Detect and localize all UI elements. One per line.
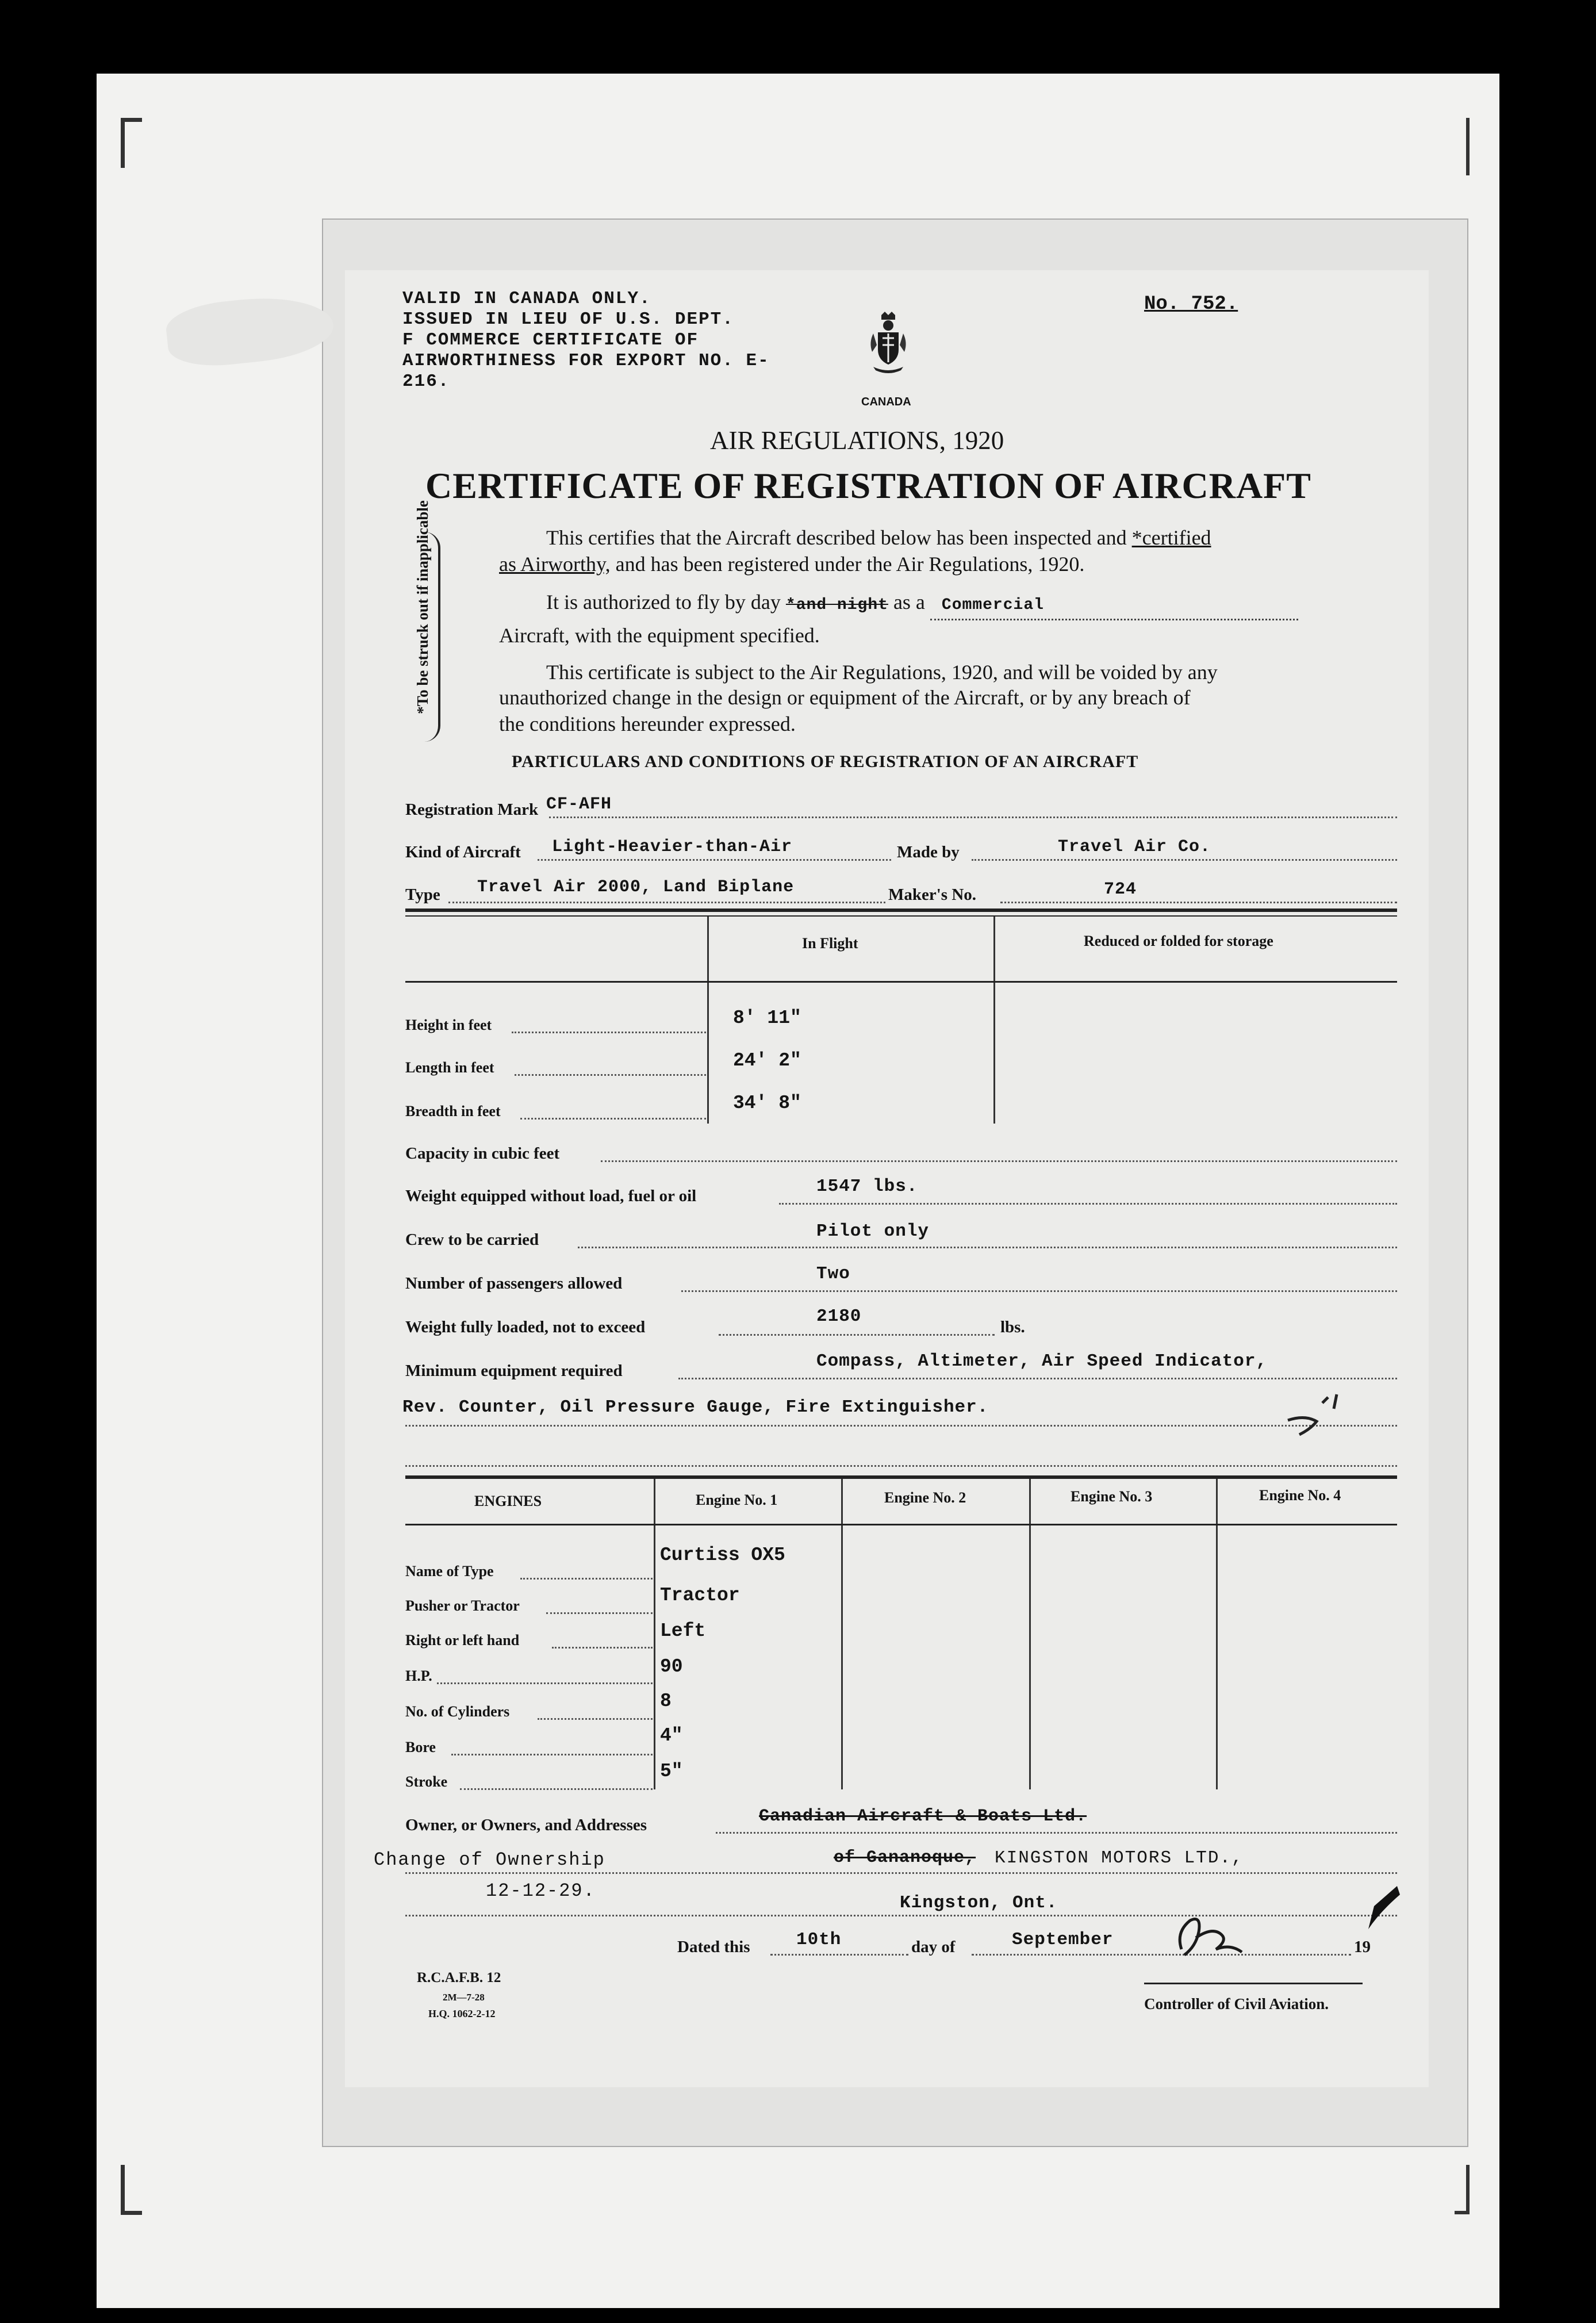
engine-row-label: Pusher or Tractor xyxy=(405,1597,520,1614)
kind-dotline xyxy=(538,859,891,861)
crew-dotline xyxy=(578,1247,1397,1248)
breadth-in-flight: 34' 8" xyxy=(733,1092,801,1114)
change-date: 12-12-29. xyxy=(486,1880,596,1902)
weight-empty-dotline xyxy=(779,1203,1397,1205)
made-by-label: Made by xyxy=(897,843,960,861)
change-of-ownership-label: Change of Ownership xyxy=(374,1849,605,1870)
breadth-label: Breadth in feet xyxy=(405,1103,501,1120)
kind-of-aircraft-value: Light-Heavier-than-Air xyxy=(552,837,793,857)
day-dotline xyxy=(770,1954,908,1956)
weight-full-dotline xyxy=(719,1334,995,1336)
dimensions-table-top-rule-thin xyxy=(405,915,1397,917)
dimensions-header-rule xyxy=(405,981,1397,983)
coat-of-arms-caption: CANADA xyxy=(861,396,911,408)
year-prefix: 19 xyxy=(1354,1938,1371,1956)
engine-1-value: Tractor xyxy=(660,1585,740,1606)
length-label: Length in feet xyxy=(405,1059,494,1076)
engines-table-top-rule xyxy=(405,1475,1397,1479)
engine-3-header: Engine No. 3 xyxy=(1071,1488,1153,1505)
engines-col-divider-1 xyxy=(654,1479,655,1789)
certifies-line-1: This certifies that the Aircraft described below has been inspected and *certified xyxy=(546,526,1211,549)
passengers-value: Two xyxy=(816,1264,850,1284)
equipment-value-1: Compass, Altimeter, Air Speed Indicator, xyxy=(816,1351,1268,1371)
crop-mark-bottom-right xyxy=(1455,2165,1470,2214)
in-flight-header: In Flight xyxy=(802,935,858,952)
equipment-dotline-2 xyxy=(405,1425,1397,1427)
crew-value: Pilot only xyxy=(816,1221,930,1241)
dimensions-table-top-rule xyxy=(405,908,1397,912)
makers-no-value: 724 xyxy=(1104,880,1137,899)
weight-empty-label: Weight equipped without load, fuel or oil xyxy=(405,1187,697,1205)
made-by-value: Travel Air Co. xyxy=(1058,837,1211,857)
validity-note: VALID IN CANADA ONLY. ISSUED IN LIEU OF U.S. DEPT. F COMMERCE CERTIFICATE OF AIRWORTHINESS FOR EXPORT NO. E- 216. xyxy=(402,289,770,392)
dimensions-col-divider-1 xyxy=(707,917,709,1124)
engine-row-label: No. of Cylinders xyxy=(405,1703,510,1720)
engine-1-value: Left xyxy=(660,1620,706,1642)
hq-reference: H.Q. 1062-2-12 xyxy=(428,2008,496,2019)
engine-row-label: Right or left hand xyxy=(405,1632,520,1649)
handwritten-tick-icon xyxy=(1282,1386,1351,1438)
engines-col-divider-2 xyxy=(841,1479,843,1789)
engines-top-dotline xyxy=(405,1465,1397,1467)
type-dotline xyxy=(448,902,885,903)
passengers-label: Number of passengers allowed xyxy=(405,1274,623,1293)
registration-mark-dotline xyxy=(549,816,1397,818)
engine-1-value: 90 xyxy=(660,1656,683,1677)
capacity-label: Capacity in cubic feet xyxy=(405,1144,560,1163)
equipment-dotline xyxy=(678,1378,1397,1379)
engine-row-label: H.P. xyxy=(405,1667,432,1684)
new-owner-struck: of Gananoque, xyxy=(834,1848,976,1868)
engines-header: ENGINES xyxy=(474,1493,542,1509)
crop-mark-top-left xyxy=(121,118,142,168)
engine-row-dotline xyxy=(546,1612,653,1614)
weight-full-label: Weight fully loaded, not to exceed xyxy=(405,1318,646,1336)
crop-mark-bottom-left xyxy=(121,2165,142,2215)
breadth-dotline xyxy=(520,1118,706,1120)
subject-line-3: the conditions hereunder expressed. xyxy=(499,712,796,735)
weight-full-unit: lbs. xyxy=(1000,1318,1025,1336)
storage-header: Reduced or folded for storage xyxy=(1084,933,1273,949)
engine-row-dotline xyxy=(451,1754,653,1755)
subject-line-1: This certificate is subject to the Air Regulations, 1920, and will be voided by any xyxy=(546,661,1218,684)
equipment-label: Minimum equipment required xyxy=(405,1362,623,1380)
kind-of-aircraft-label: Kind of Aircraft xyxy=(405,843,521,861)
certifies-line-2: as Airworthy, and has been registered under the Air Regulations, 1920. xyxy=(499,553,1085,576)
engine-1-value: 4" xyxy=(660,1725,683,1746)
new-owner-city: Kingston, Ont. xyxy=(900,1893,1058,1913)
weight-empty-value: 1547 lbs. xyxy=(816,1176,918,1197)
strike-out-side-note: *To be struck out if inapplicable xyxy=(414,500,431,714)
engine-row-label: Name of Type xyxy=(405,1563,494,1580)
height-in-flight: 8' 11" xyxy=(733,1007,801,1029)
equipment-value-2: Rev. Counter, Oil Pressure Gauge, Fire Extinguisher. xyxy=(402,1397,989,1417)
weight-full-value: 2180 xyxy=(816,1306,862,1327)
day-value: 10th xyxy=(796,1930,842,1950)
height-label: Height in feet xyxy=(405,1017,492,1033)
print-code: 2M—7-28 xyxy=(443,1992,485,2003)
new-owner: KINGSTON MOTORS LTD., xyxy=(995,1848,1244,1868)
makers-no-label: Maker's No. xyxy=(888,885,977,904)
month-value: September xyxy=(1012,1930,1114,1950)
regulations-heading: AIR REGULATIONS, 1920 xyxy=(710,426,1004,455)
engines-header-rule xyxy=(405,1524,1397,1525)
engine-1-header: Engine No. 1 xyxy=(696,1492,778,1508)
engine-2-header: Engine No. 2 xyxy=(884,1489,966,1506)
document-title: CERTIFICATE OF REGISTRATION OF AIRCRAFT xyxy=(425,465,1311,506)
registration-mark-value: CF-AFH xyxy=(546,795,612,814)
day-of-label: day of xyxy=(911,1938,956,1956)
signature-rule xyxy=(1144,1983,1363,1984)
engines-col-divider-4 xyxy=(1216,1479,1218,1789)
engine-1-value: 5" xyxy=(660,1761,683,1782)
controller-label: Controller of Civil Aviation. xyxy=(1144,1995,1329,2012)
engine-row-label: Bore xyxy=(405,1739,436,1755)
made-by-dotline xyxy=(972,859,1397,861)
crop-mark-top-right xyxy=(1455,118,1470,175)
subject-line-2: unauthorized change in the design or equipment of the Aircraft, or by any breach of xyxy=(499,686,1191,709)
engine-row-dotline xyxy=(437,1682,653,1684)
length-dotline xyxy=(515,1074,706,1076)
authorized-line-2: Aircraft, with the equipment specified. xyxy=(499,624,820,647)
type-label: Type xyxy=(405,885,440,904)
engine-1-value: Curtiss OX5 xyxy=(660,1544,785,1566)
type-value: Travel Air 2000, Land Biplane xyxy=(477,877,795,897)
engine-row-dotline xyxy=(552,1647,653,1649)
month-dotline xyxy=(972,1954,1351,1956)
passengers-dotline xyxy=(681,1290,1397,1292)
particulars-heading: PARTICULARS AND CONDITIONS OF REGISTRATION OF AN AIRCRAFT xyxy=(512,752,1139,771)
length-in-flight: 24' 2" xyxy=(733,1050,801,1071)
height-dotline xyxy=(512,1032,706,1033)
engine-row-dotline xyxy=(520,1578,653,1580)
owners-dotline xyxy=(716,1832,1397,1834)
crew-label: Crew to be carried xyxy=(405,1230,539,1249)
registration-mark-label: Registration Mark xyxy=(405,800,539,819)
controller-signature-icon xyxy=(1173,1909,1248,1961)
dimensions-col-divider-2 xyxy=(993,917,995,1124)
engine-row-dotline xyxy=(538,1718,653,1720)
engine-row-dotline xyxy=(460,1788,653,1790)
owners-struck-value: Canadian Aircraft & Boats Ltd. xyxy=(759,1807,1087,1826)
canada-coat-of-arms-icon xyxy=(865,310,911,375)
engine-row-label: Stroke xyxy=(405,1773,448,1790)
ink-mark-icon xyxy=(1363,1883,1403,1935)
engine-1-value: 8 xyxy=(660,1690,672,1712)
owners-label: Owner, or Owners, and Addresses xyxy=(405,1816,647,1834)
engines-col-divider-3 xyxy=(1029,1479,1031,1789)
engine-4-header: Engine No. 4 xyxy=(1259,1487,1341,1504)
capacity-dotline xyxy=(601,1160,1397,1162)
makers-no-dotline xyxy=(1000,902,1397,903)
form-number: R.C.A.F.B. 12 xyxy=(417,1970,501,1985)
dated-label: Dated this xyxy=(677,1938,750,1956)
change-dotline xyxy=(405,1872,1397,1874)
certificate-number: No. 752. xyxy=(1144,293,1238,315)
authorized-line: It is authorized to fly by day *and night as a Commercial xyxy=(546,589,1298,620)
city-dotline xyxy=(405,1915,1397,1916)
